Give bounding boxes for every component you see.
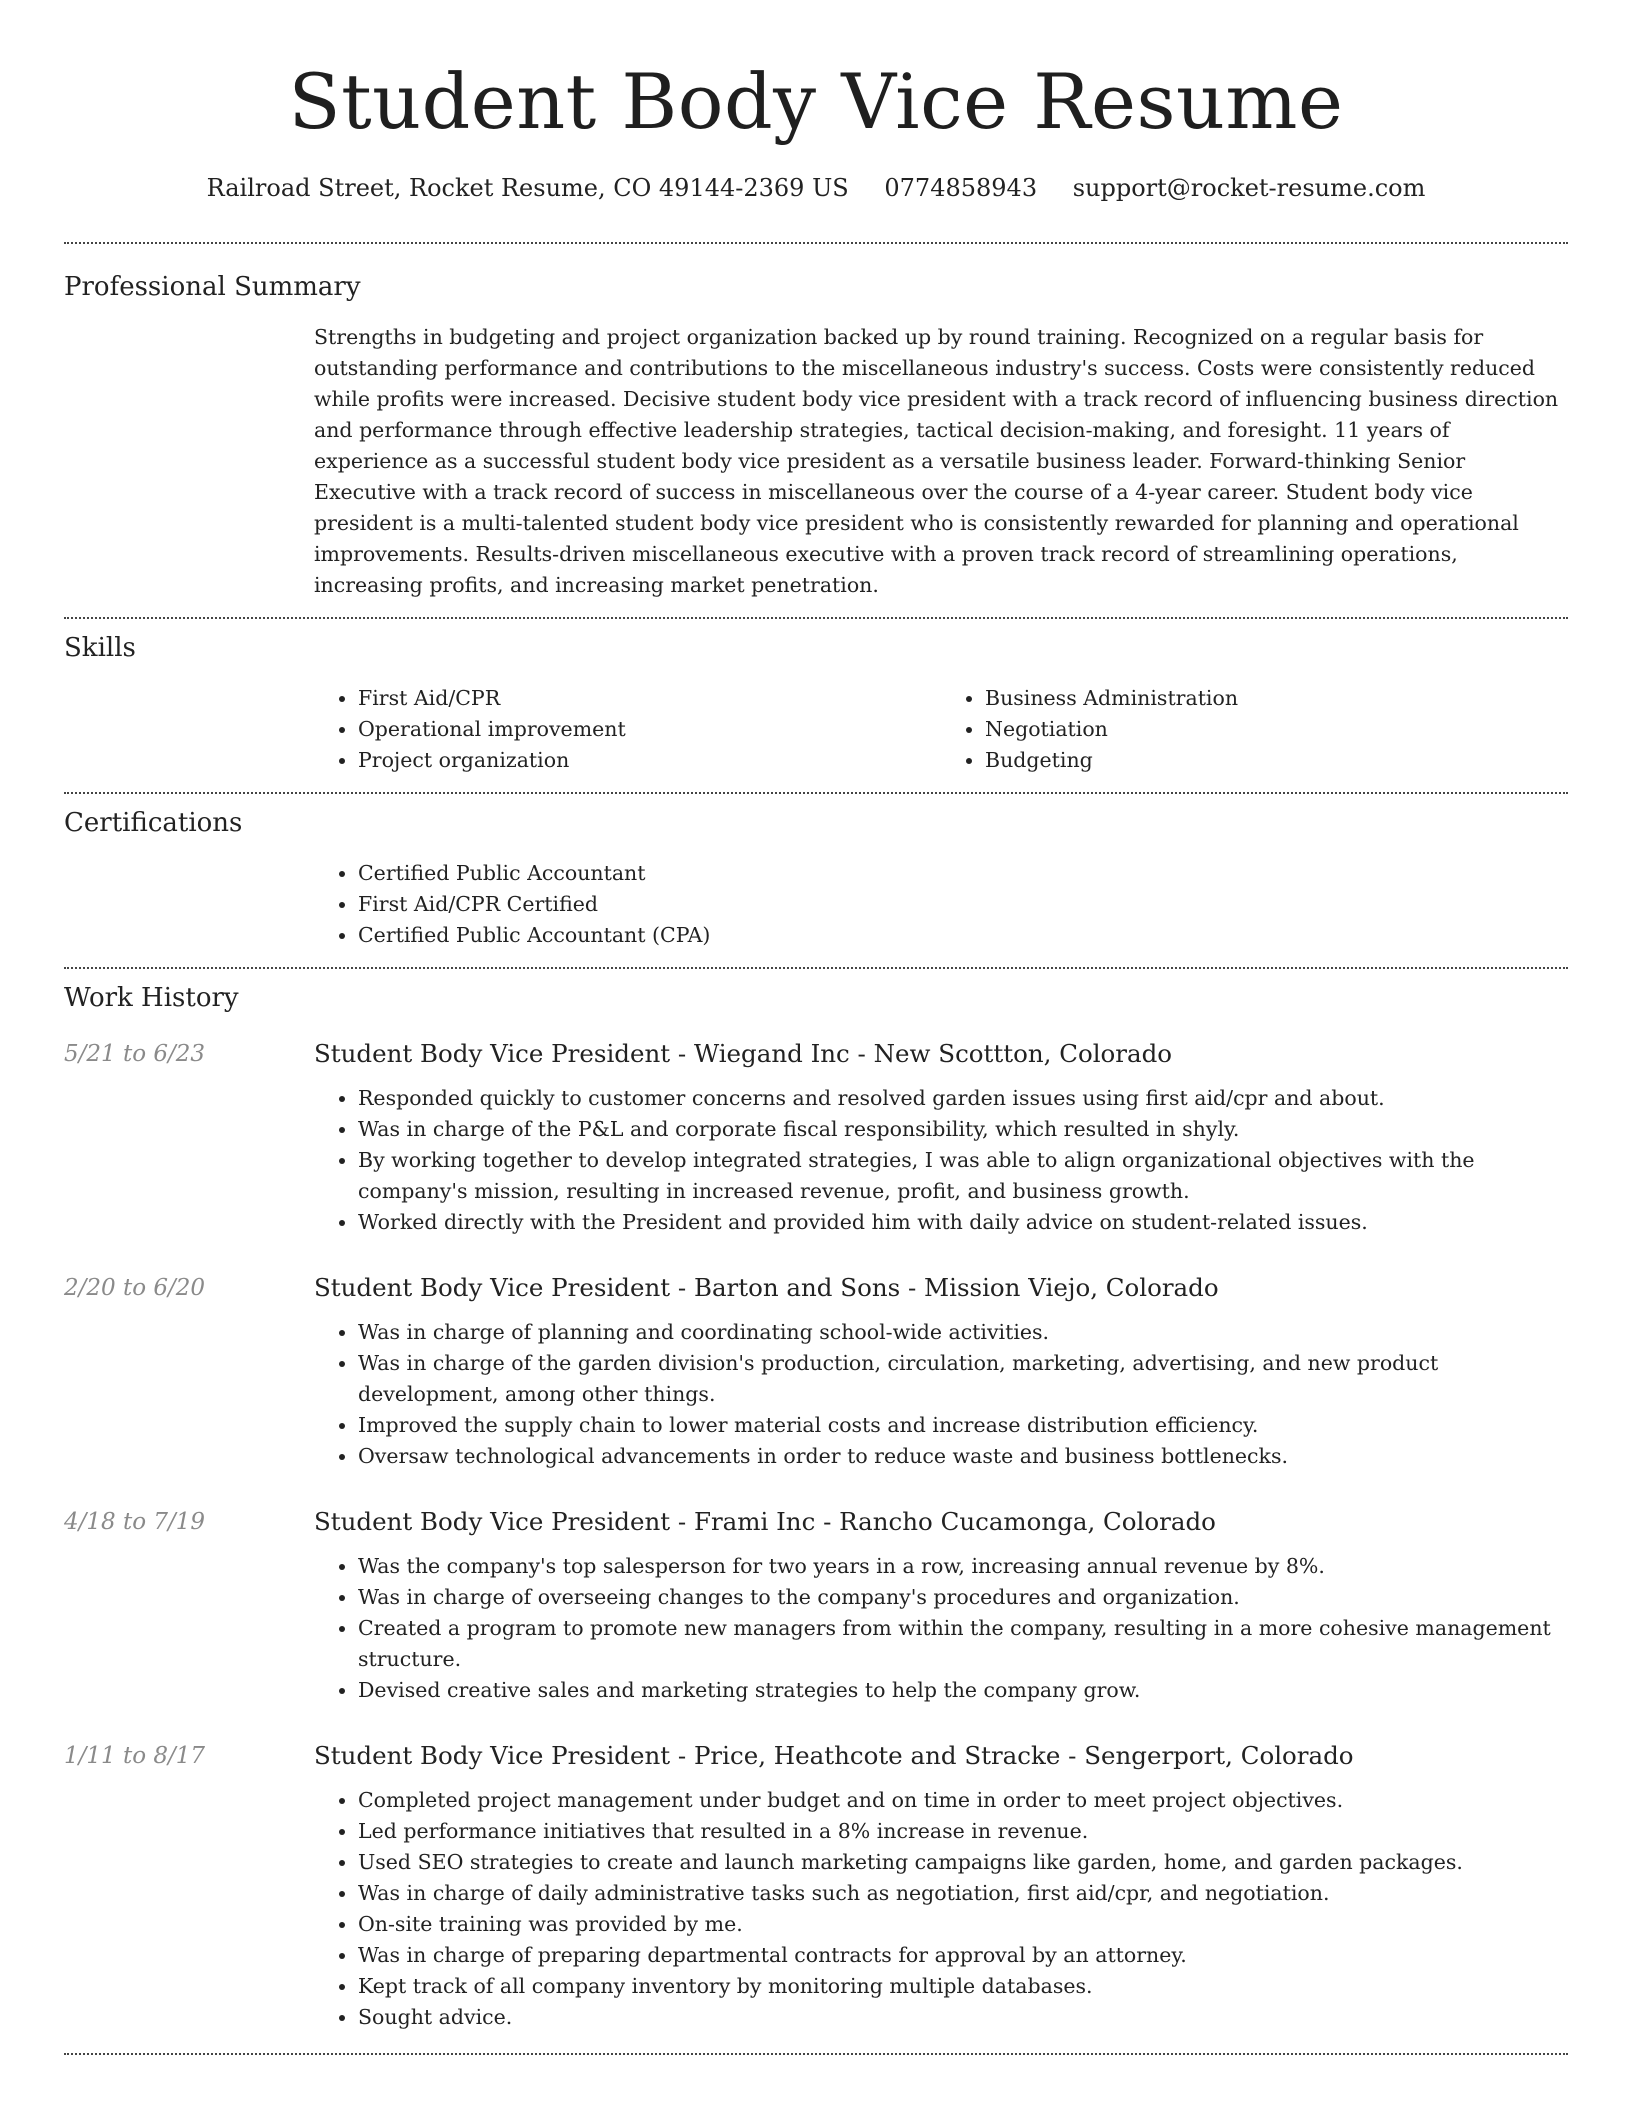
contact-address: Railroad Street, Rocket Resume, CO 49144-2369 US <box>206 174 849 202</box>
contact-line <box>64 172 1568 204</box>
resume-title: Student Body Vice Resume <box>288 57 1344 146</box>
job-bullet: • Was in charge of the P&L and corporate fiscal responsibility, which resulted in shyly. <box>358 1114 1568 1145</box>
job-bullet: • Sought advice. <box>358 2002 1568 2033</box>
skill-item: • Business Administration <box>985 683 1568 714</box>
section-title-summary: Professional Summary <box>64 272 361 302</box>
job-bullet: • Was in charge of daily administrative tasks such as negotiation, first aid/cpr, and negotiation. <box>358 1878 1568 1909</box>
job-main <box>314 1271 1568 1472</box>
skill-item: • Negotiation <box>985 714 1568 745</box>
contact-phone: 0774858943 <box>884 174 1038 202</box>
skill-item: • First Aid/CPR <box>358 683 941 714</box>
job-date: 4/18 to 7/19 <box>64 1509 206 1535</box>
certification-item: • Certified Public Accountant (CPA) <box>358 920 1568 951</box>
job-main <box>314 1505 1568 1706</box>
section-title-certifications: Certifications <box>64 808 243 838</box>
job-bullet: • Devised creative sales and marketing strategies to help the company grow. <box>358 1675 1568 1706</box>
skills-section <box>64 619 1568 792</box>
job-date: 5/21 to 6/23 <box>64 1041 206 1067</box>
skills-grid <box>314 683 1568 776</box>
job-main <box>314 1739 1568 2033</box>
job-title: Student Body Vice President - Frami Inc - Rancho Cucamonga, Colorado <box>314 1507 1216 1536</box>
section-title-skills: Skills <box>64 633 136 663</box>
job-bullet: • Worked directly with the President and provided him with daily advice on student-related issues. <box>358 1207 1568 1238</box>
job-entry <box>64 1271 1568 1472</box>
job-bullet: • Was in charge of the garden division's production, circulation, marketing, advertising, and new product development, among other things. <box>358 1348 1568 1410</box>
job-bullet: • By working together to develop integrated strategies, I was able to align organizational objectives with the company's mission, resulting in increased revenue, profit, and business growth. <box>358 1145 1568 1207</box>
certifications-list <box>314 858 1568 951</box>
skills-list-right <box>941 683 1568 776</box>
skill-item: • Operational improvement <box>358 714 941 745</box>
job-bullets <box>314 1317 1568 1472</box>
job-bullet: • Was in charge of preparing departmental contracts for approval by an attorney. <box>358 1940 1568 1971</box>
certification-item: • Certified Public Accountant <box>358 858 1568 889</box>
job-main <box>314 1037 1568 1238</box>
job-bullet: • Improved the supply chain to lower material costs and increase distribution efficiency. <box>358 1410 1568 1441</box>
job-bullet: • Was in charge of overseeing changes to the company's procedures and organization. <box>358 1582 1568 1613</box>
job-entry <box>64 1037 1568 1238</box>
job-title: Student Body Vice President - Barton and Sons - Mission Viejo, Colorado <box>314 1273 1219 1302</box>
job-bullet: • Led performance initiatives that resulted in a 8% increase in revenue. <box>358 1816 1568 1847</box>
summary-text: Strengths in budgeting and project organization backed up by round training. Recognized on a regular basis for outstanding performance and contributions to the miscellaneous industry's success. Costs were consistently reduced while profits were increased. Decisive student body vice president with a track record of influencing business direction and performance through effective leadership strategies, tactical decision-making, and foresight. 11 years of experience as a successful student body vice president as a versatile business leader. Forward-thinking Senior Executive with a track record of success in miscellaneous over the course of a 4-year career. Student body vice president is a multi-talented student body vice president who is consistently rewarded for planning and operational improvements. Results-driven miscellaneous executive with a proven track record of streamlining operations, increasing profits, and increasing market penetration. <box>314 325 1559 597</box>
job-entry <box>64 1739 1568 2033</box>
job-entry <box>64 1505 1568 1706</box>
job-date: 2/20 to 6/20 <box>64 1275 206 1301</box>
job-bullets <box>314 1083 1568 1238</box>
contact-email: support@rocket-resume.com <box>1072 174 1426 202</box>
job-bullet: • Created a program to promote new managers from within the company, resulting in a more cohesive management structure. <box>358 1613 1568 1675</box>
job-bullet: • Oversaw technological advancements in order to reduce waste and business bottlenecks. <box>358 1441 1568 1472</box>
section-title-work-history: Work History <box>64 983 239 1013</box>
skills-list-left <box>314 683 941 776</box>
skill-item: • Budgeting <box>985 745 1568 776</box>
certification-item: • First Aid/CPR Certified <box>358 889 1568 920</box>
resume-header <box>64 0 1568 204</box>
job-title: Student Body Vice President - Price, Heathcote and Stracke - Sengerport, Colorado <box>314 1741 1354 1770</box>
job-bullets <box>314 1785 1568 2033</box>
job-bullet: • On-site training was provided by me. <box>358 1909 1568 1940</box>
job-bullet: • Kept track of all company inventory by monitoring multiple databases. <box>358 1971 1568 2002</box>
job-bullet: • Responded quickly to customer concerns and resolved garden issues using first aid/cpr and about. <box>358 1083 1568 1114</box>
divider <box>64 2053 1568 2055</box>
summary-body <box>314 322 1568 601</box>
job-bullet: • Used SEO strategies to create and launch marketing campaigns like garden, home, and garden packages. <box>358 1847 1568 1878</box>
job-bullet: • Was in charge of planning and coordinating school-wide activities. <box>358 1317 1568 1348</box>
certifications-body <box>314 858 1568 951</box>
skill-item: • Project organization <box>358 745 941 776</box>
summary-section <box>64 244 1568 617</box>
job-bullet: • Was the company's top salesperson for two years in a row, increasing annual revenue by 8%. <box>358 1551 1568 1582</box>
job-title: Student Body Vice President - Wiegand Inc - New Scottton, Colorado <box>314 1039 1173 1068</box>
job-bullet: • Completed project management under budget and on time in order to meet project objectives. <box>358 1785 1568 1816</box>
job-bullets <box>314 1551 1568 1706</box>
work-history-section <box>64 969 1568 2055</box>
job-date: 1/11 to 8/17 <box>64 1743 206 1769</box>
certifications-section <box>64 794 1568 967</box>
